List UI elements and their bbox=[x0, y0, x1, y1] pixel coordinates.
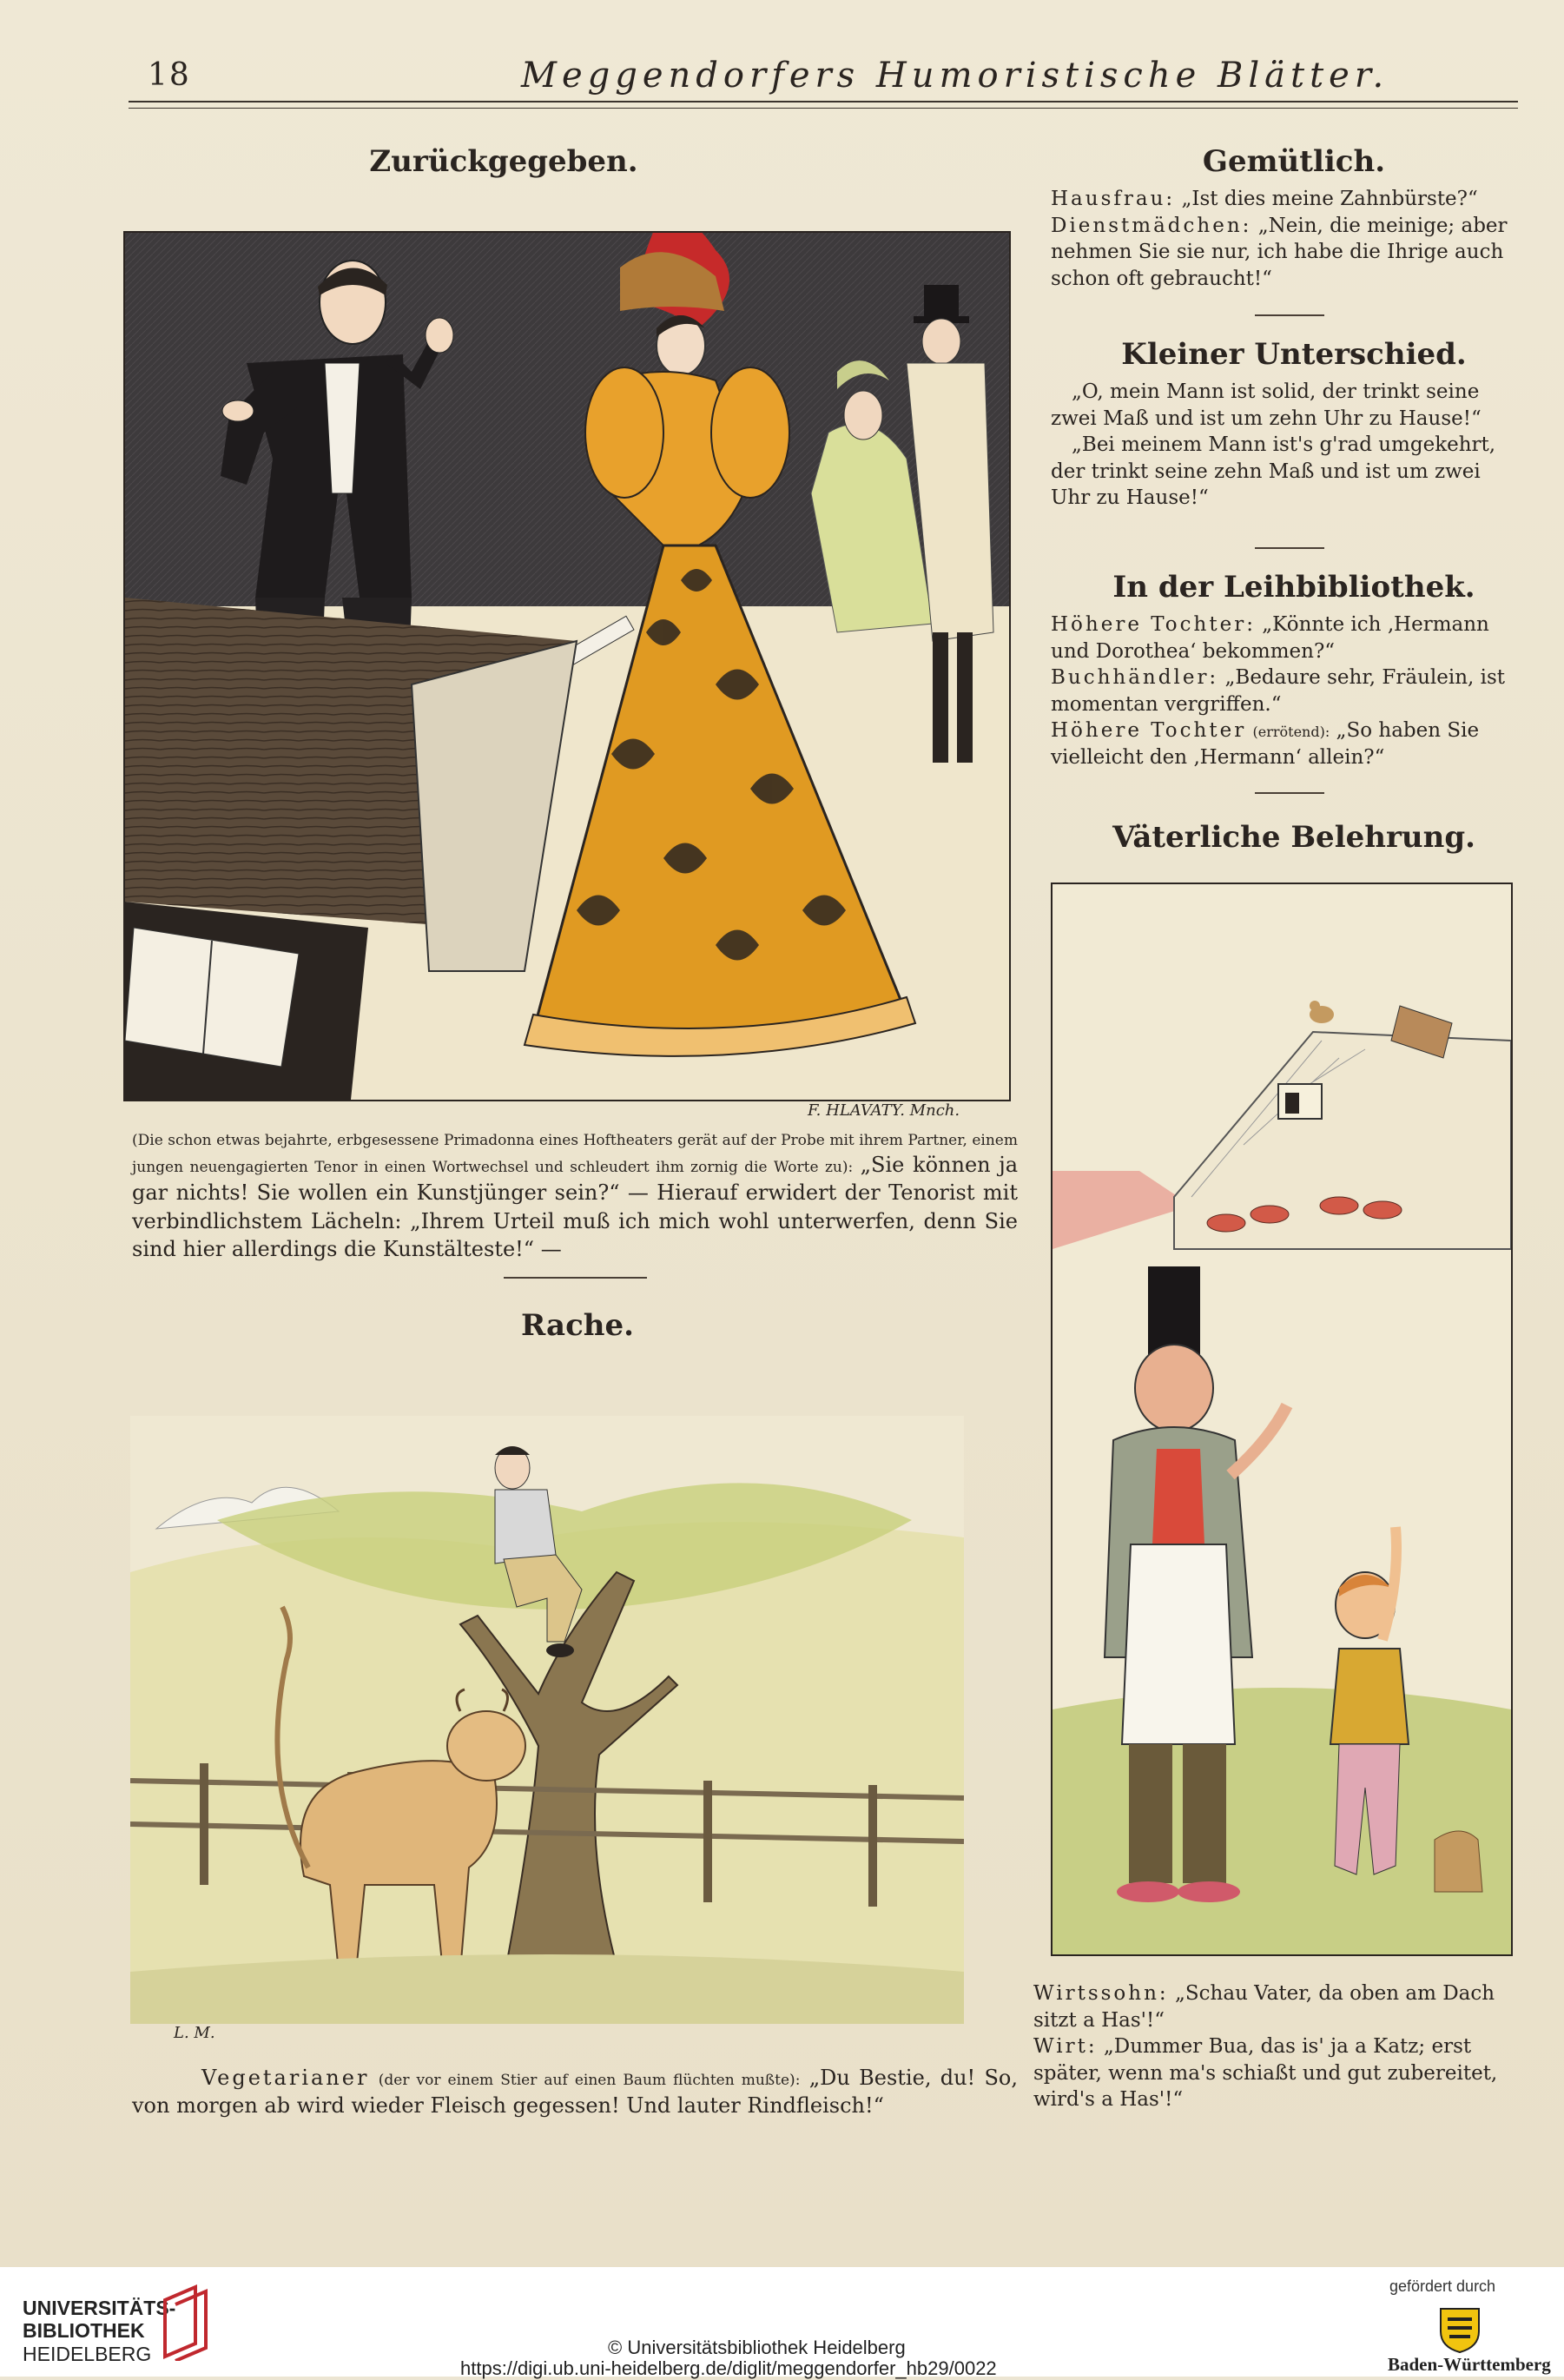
joke3-speaker: Buchhändler: bbox=[1051, 666, 1219, 690]
story2-title: Rache. bbox=[521, 1308, 634, 1343]
joke1-title: Gemütlich. bbox=[1202, 144, 1386, 179]
joke3-title: In der Leihbibliothek. bbox=[1112, 570, 1475, 605]
joke1-line bbox=[1051, 186, 1520, 213]
story2-signature: L. M. bbox=[174, 2024, 215, 2042]
joke4-line bbox=[1033, 2033, 1520, 2113]
joke4-line bbox=[1033, 1980, 1520, 2033]
library-logo-icon[interactable] bbox=[156, 2283, 217, 2361]
joke3-quote: „Könnte ich ‚Hermann und Dorothea‘ bekommen?“ bbox=[1051, 613, 1489, 663]
story2-speaker: Vegetarianer bbox=[201, 2066, 370, 2090]
separator bbox=[504, 1277, 647, 1279]
joke3-text bbox=[1051, 612, 1520, 770]
running-title: Meggendorfers Humoristische Blätter. bbox=[521, 56, 1389, 96]
coat-of-arms-icon[interactable] bbox=[1429, 2302, 1491, 2354]
joke4-title: Väterliche Belehrung. bbox=[1112, 820, 1475, 855]
story2-text: „Du Bestie, du! So, von morgen ab wird wieder Fleisch gegessen! Und lauter Rindfleisch!“ bbox=[132, 2066, 1018, 2119]
story1-signature: F. HLAVATY. Mnch. bbox=[808, 1101, 960, 1120]
sponsor-name: Baden-Württemberg bbox=[1388, 2354, 1551, 2375]
joke1-quote: „Ist dies meine Zahnbürste?“ bbox=[1181, 188, 1478, 210]
joke2-para: „O, mein Mann ist solid, der trinkt seine zwei Maß und ist um zehn Uhr zu Hause!“ bbox=[1051, 380, 1482, 430]
story2-caption bbox=[132, 2064, 1018, 2120]
separator bbox=[1255, 547, 1324, 549]
joke1-speaker: Dienstmädchen: bbox=[1051, 214, 1252, 237]
library-name-line: HEIDELBERG bbox=[23, 2342, 152, 2365]
joke2-title: Kleiner Unterschied. bbox=[1121, 337, 1467, 372]
story2-illustration bbox=[130, 1416, 964, 2024]
joke4-quote: „Schau Vater, da oben am Dach sitzt a Has'!“ bbox=[1033, 1982, 1495, 2032]
joke3-line bbox=[1051, 717, 1520, 770]
story1-illustration bbox=[123, 231, 1011, 1101]
joke4-quote: „Dummer Bua, das is' ja a Katz; erst später, wenn ma's schiaßt und gut zubereitet, wird's a Has'!“ bbox=[1033, 2035, 1498, 2112]
joke3-speaker: Höhere Tochter bbox=[1051, 719, 1247, 743]
story1-title: Zurückgegeben. bbox=[369, 144, 638, 179]
joke3-quote: „So haben Sie vielleicht den ‚Hermann‘ allein?“ bbox=[1051, 719, 1480, 769]
joke1-text bbox=[1051, 186, 1520, 292]
joke4-text bbox=[1033, 1980, 1520, 2113]
library-name-line: UNIVERSITÄTS- bbox=[23, 2297, 176, 2319]
joke3-quote: „Bedaure sehr, Fräulein, ist momentan vergriffen.“ bbox=[1051, 666, 1506, 716]
joke3-stage-note: (errötend): bbox=[1252, 724, 1330, 741]
page-number: 18 bbox=[148, 57, 191, 93]
joke4-illustration bbox=[1051, 883, 1513, 1956]
joke1-quote: „Nein, die meinige; aber nehmen Sie sie nur, ich habe die Ihrige auch schon oft gebraucht!“ bbox=[1051, 214, 1508, 290]
copyright-notice: © Universitätsbibliothek Heidelberg bbox=[608, 2337, 906, 2358]
story2-stage-note: (der vor einem Stier auf einen Baum flüchten mußte): bbox=[378, 2072, 801, 2089]
story1-caption bbox=[132, 1127, 1018, 1264]
permalink-url[interactable]: https://digi.ub.uni-heidelberg.de/diglit/meggendorfer_hb29/0022 bbox=[460, 2357, 997, 2379]
library-name[interactable] bbox=[23, 2297, 175, 2365]
story1-caption-punchline: „Sie können ja gar nichts! Sie wollen ein Kunstjünger sein?“ — Hierauf erwidert der Tenorist mit verbindlichstem Lächeln: „Ihrem Urteil muß ich mich wohl unterwerfen, denn Sie sind hier allerdings die Kunstälteste!“ — bbox=[132, 1153, 1019, 1262]
header-rule bbox=[129, 101, 1518, 102]
joke3-line bbox=[1051, 612, 1520, 664]
library-name-line: BIBLIOTHEK bbox=[23, 2319, 145, 2343]
separator bbox=[1255, 792, 1324, 794]
joke1-speaker: Hausfrau: bbox=[1051, 188, 1176, 210]
page-header bbox=[130, 50, 1520, 102]
separator bbox=[1255, 314, 1324, 316]
header-rule-thin bbox=[129, 108, 1518, 109]
joke3-line bbox=[1051, 664, 1520, 717]
viewer-footer bbox=[0, 2267, 1564, 2377]
story1-caption-setup: (Die schon etwas bejahrte, erbgesessene Primadonna eines Hoftheaters gerät auf der Probe mit ihrem Partner, einem jungen neuengagierten Tenor in einen Wortwechsel und schleudert ihm zornig die Worte zu): bbox=[132, 1132, 1018, 1176]
joke4-speaker: Wirtssohn: bbox=[1033, 1982, 1169, 2005]
joke1-line bbox=[1051, 213, 1520, 293]
joke4-speaker: Wirt: bbox=[1033, 2035, 1098, 2059]
joke2-text bbox=[1051, 379, 1520, 512]
joke2-para: „Bei meinem Mann ist's g'rad umgekehrt, der trinkt seine zehn Maß und ist um zwei Uhr zu Hause!“ bbox=[1051, 433, 1496, 510]
sponsor-label: gefördert durch bbox=[1389, 2278, 1496, 2295]
joke3-speaker: Höhere Tochter: bbox=[1051, 613, 1256, 636]
